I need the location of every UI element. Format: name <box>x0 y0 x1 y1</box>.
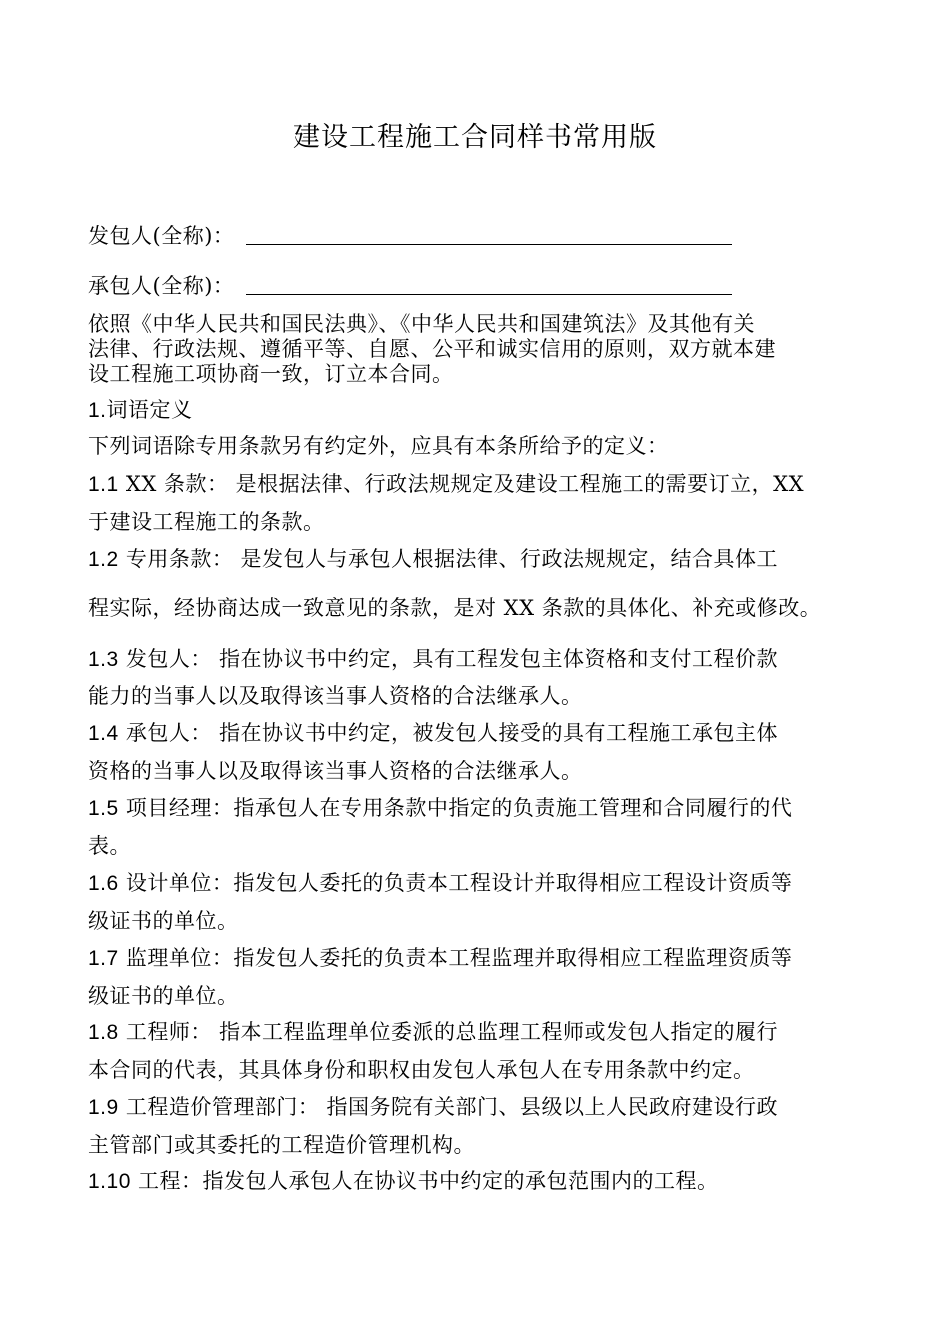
clause-number: 1.3 <box>88 648 119 671</box>
clause-number: 1.8 <box>88 1021 119 1044</box>
party-a-label: 发包人(全称)： <box>88 224 235 248</box>
clause-text: 设计单位：指发包人委托的负责本工程设计并取得相应工程设计资质等 <box>118 871 793 895</box>
party-a-blank-line <box>246 244 732 245</box>
clause-number: 1.2 <box>88 548 119 571</box>
preamble-line-3: 设工程施工项协商一致，订立本合同。 <box>88 362 454 386</box>
clause-1-5-line-1 <box>88 793 792 824</box>
clause-1-8-line-2: 本合同的代表，其具体身份和职权由发包人承包人在专用条款中约定。 <box>88 1058 755 1082</box>
clause-1-4-line-1 <box>88 718 778 749</box>
clause-number: 1.10 <box>88 1170 131 1193</box>
preamble-line-2: 法律、行政法规、遵循平等、自愿、公平和诚实信用的原则，双方就本建 <box>88 337 776 361</box>
clause-text: 承包人： 指在协议书中约定，被发包人接受的具有工程施工承包主体 <box>118 721 779 745</box>
clause-number: 1.6 <box>88 872 119 895</box>
clause-number: 1.5 <box>88 797 119 820</box>
clause-1-1-line-1 <box>88 469 804 500</box>
clause-number: 1.9 <box>88 1096 119 1119</box>
section-intro: 下列词语除专用条款另有约定外，应具有本条所给予的定义： <box>88 434 669 458</box>
section-heading-text: 1.词语定义 <box>88 399 193 422</box>
clause-1-1-line-2: 于建设工程施工的条款。 <box>88 510 325 534</box>
clause-text: 工程造价管理部门： 指国务院有关部门、县级以上人民政府建设行政 <box>118 1095 779 1119</box>
clause-number: 1.7 <box>88 947 119 970</box>
clause-text: 工程：指发包人承包人在协议书中约定的承包范围内的工程。 <box>130 1169 719 1193</box>
document-title: 建设工程施工合同样书常用版 <box>293 122 657 153</box>
clause-1-10-line-1 <box>88 1166 719 1197</box>
clause-1-3-line-2: 能力的当事人以及取得该当事人资格的合法继承人。 <box>88 684 583 708</box>
clause-1-4-line-2: 资格的当事人以及取得该当事人资格的合法继承人。 <box>88 759 583 783</box>
clause-1-7-line-2: 级证书的单位。 <box>88 984 239 1008</box>
clause-1-6-line-1 <box>88 868 792 899</box>
clause-text: 专用条款： 是发包人与承包人根据法律、行政法规规定，结合具体工 <box>118 547 779 571</box>
clause-1-6-line-2: 级证书的单位。 <box>88 909 239 933</box>
clause-text: 工程师： 指本工程监理单位委派的总监理工程师或发包人指定的履行 <box>118 1020 779 1044</box>
clause-1-2-line-2: 程实际，经协商达成一致意见的条款，是对 XX 条款的具体化、补充或修改。 <box>88 596 822 620</box>
clause-1-5-line-2: 表。 <box>88 834 131 858</box>
clause-text: 项目经理：指承包人在专用条款中指定的负责施工管理和合同履行的代 <box>118 796 793 820</box>
clause-1-2-line-1 <box>88 544 778 575</box>
clause-1-8-line-1 <box>88 1017 778 1048</box>
party-b-blank-line <box>246 294 732 295</box>
clause-1-9-line-1 <box>88 1092 778 1123</box>
clause-number: 1.4 <box>88 722 119 745</box>
clause-number: 1.1 <box>88 473 119 496</box>
clause-text: 发包人： 指在协议书中约定，具有工程发包主体资格和支付工程价款 <box>118 647 779 671</box>
clause-text: 监理单位：指发包人委托的负责本工程监理并取得相应工程监理资质等 <box>118 946 793 970</box>
clause-text: XX 条款： 是根据法律、行政法规规定及建设工程施工的需要订立，XX <box>118 472 805 496</box>
clause-1-9-line-2: 主管部门或其委托的工程造价管理机构。 <box>88 1133 475 1157</box>
clause-1-7-line-1 <box>88 943 792 974</box>
section-heading <box>88 395 193 426</box>
clause-1-3-line-1 <box>88 644 778 675</box>
preamble-line-1: 依照《中华人民共和国民法典》、《中华人民共和国建筑法》及其他有关 <box>88 312 755 336</box>
party-b-label: 承包人(全称)： <box>88 274 235 298</box>
